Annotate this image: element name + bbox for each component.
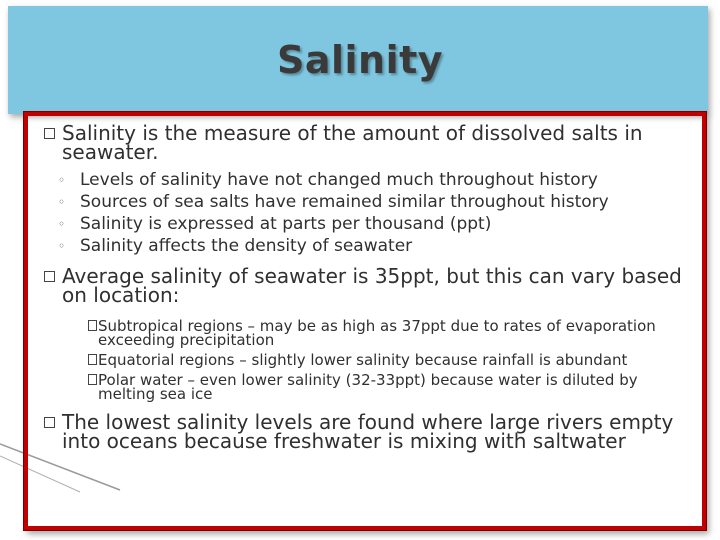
third-level-bullet: [44, 319, 694, 347]
square-bullet-icon: [44, 417, 55, 428]
bullet-2-text: Average salinity of seawater is 35ppt, but this can vary based on location:: [62, 264, 682, 307]
sub-bullet: [44, 169, 694, 191]
bullet-2: [44, 264, 694, 307]
sub-bullet-text: Levels of salinity have not changed much throughout history: [80, 170, 598, 190]
sub-bullet: [44, 235, 694, 257]
bullet-1-text: Salinity is the measure of the amount of dissolved salts in seawater.: [62, 121, 643, 164]
bullet-1: [44, 121, 694, 164]
circle-bullet-icon: ◦: [58, 217, 66, 231]
third-level-bullet: [44, 373, 694, 401]
sub-bullet: [44, 213, 694, 235]
sub-bullet-text: Salinity is expressed at parts per thousand (ppt): [80, 214, 492, 234]
square-bullet-icon: [88, 320, 97, 331]
square-bullet-icon: [44, 271, 55, 282]
square-bullet-icon: [88, 374, 97, 385]
square-bullet-icon: [44, 128, 55, 139]
slide-title: Salinity: [276, 38, 444, 82]
sub-bullet-text: Salinity affects the density of seawater: [80, 236, 413, 256]
sub-bullet: [44, 191, 694, 213]
circle-bullet-icon: ◦: [58, 195, 66, 209]
sub-bullet-text: Sources of sea salts have remained similar throughout history: [80, 192, 609, 212]
third-level-bullet: [44, 353, 694, 367]
bullet-3-text: The lowest salinity levels are found where large rivers empty into oceans because freshwater is mixing with saltwater: [62, 410, 674, 453]
circle-bullet-icon: ◦: [58, 173, 66, 187]
third-level-text: Equatorial regions – slightly lower salinity because rainfall is abundant: [98, 351, 628, 369]
circle-bullet-icon: ◦: [58, 239, 66, 253]
third-level-text: Polar water – even lower salinity (32-33ppt) because water is diluted by melting sea ice: [98, 371, 638, 403]
content: [44, 120, 694, 451]
bullet-3: [44, 410, 694, 453]
third-level-text: Subtropical regions – may be as high as 37ppt due to rates of evaporation exceeding precipitation: [98, 317, 656, 349]
square-bullet-icon: [88, 354, 97, 365]
